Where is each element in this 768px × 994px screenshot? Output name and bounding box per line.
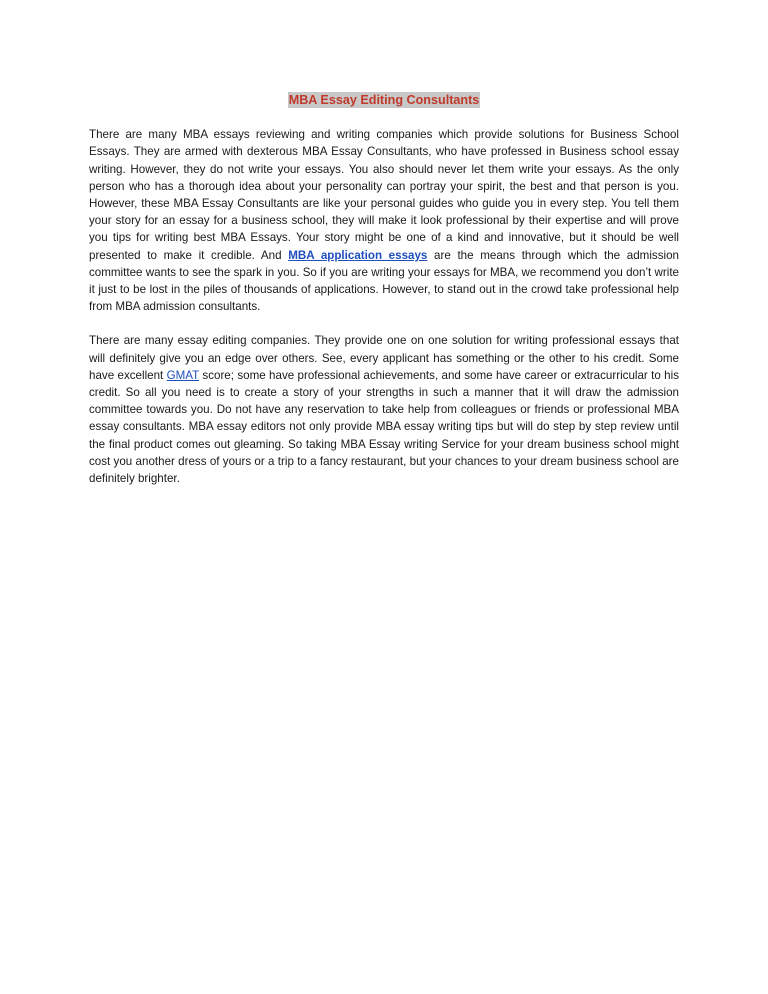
title-container	[89, 92, 679, 109]
paragraph-1	[89, 126, 679, 315]
paragraph-1-text-end: are the means through which the admission committee wants to see the spark in you. So if you are writing your essays for MBA, we recommend you don’t write it just to be lost in the piles of thousands of applications. However, to stand out in the crowd take professional help from MBA admission consultants.	[89, 248, 679, 314]
gmat-link[interactable]: GMAT	[166, 368, 200, 382]
paragraph-2	[89, 332, 679, 487]
paragraph-2-text-end: score; some have professional achievements, and some have career or extracurricular to his credit. So all you need is to create a story of your strengths in such a manner that it will draw the admission committee towards you. Do not have any reservation to take help from colleagues or friends or professional MBA essay consultants. MBA essay editors not only provide MBA essay writing tips but will do step by step review until the final product comes out gleaming. So taking MBA Essay writing Service for your dream business school might cost you another dress of yours or a trip to a fancy restaurant, but your chances to your dream business school are definitely brighter.	[89, 368, 679, 486]
mba-application-essays-link[interactable]: MBA application essays	[288, 248, 428, 262]
paragraph-1-text-start: There are many MBA essays reviewing and writing companies which provide solutions for Business School Essays. They are armed with dexterous MBA Essay Consultants, who have professed in Business school essay writing. However, they do not write your essays. You also should never let them write your essays. As the only person who has a thorough idea about your personality can portray your spirit, the best and that person is you. However, these MBA Essay Consultants are like your personal guides who guide you in every step. You tell them your story for an essay for a business school, they will make it look professional by their expertise and will prove you tips for writing best MBA Essays. Your story might be one of a kind and innovative, but it should be well presented to make it credible. And	[89, 128, 679, 262]
document-title: MBA Essay Editing Consultants	[288, 93, 480, 107]
paragraph-2-text-start: There are many essay editing companies. They provide one on one solution for writing professional essays that will definitely give you an edge over others. See, every applicant has something or the other to his credit. Some have excellent	[89, 334, 679, 382]
document-body	[89, 92, 679, 504]
